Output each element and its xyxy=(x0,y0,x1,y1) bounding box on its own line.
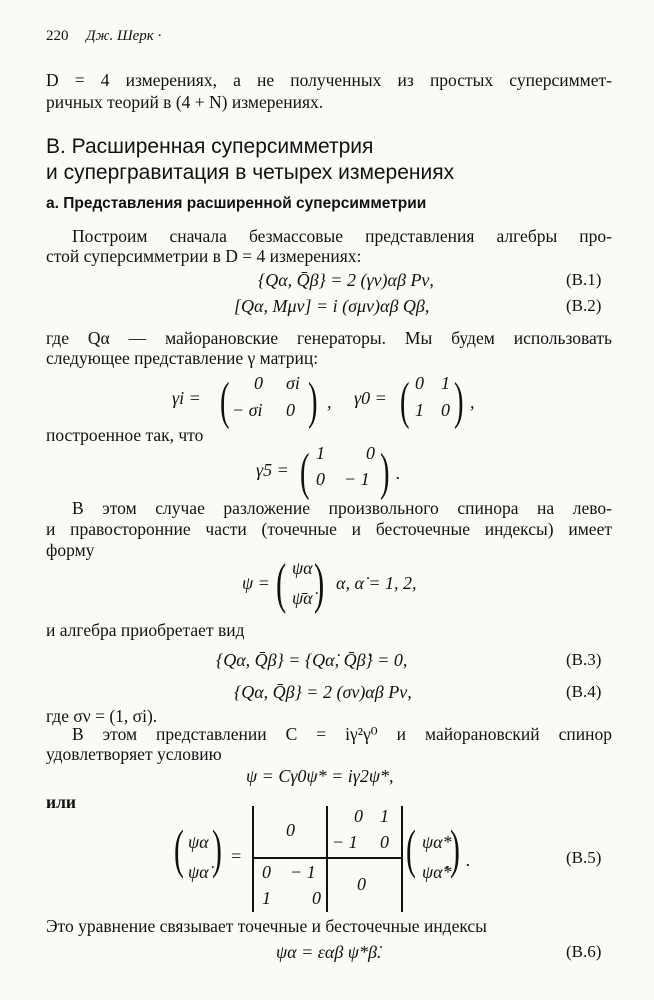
equation-b1: {Qα, Q̄β} = 2 (γν)αβ Pν, xyxy=(258,270,434,290)
b5-matrix-horizontal-divider xyxy=(254,857,401,859)
section-title-line-1: B. Расширенная суперсимметрия xyxy=(46,135,374,158)
b5-lhs-top: ψα xyxy=(188,832,209,852)
b5-matrix-right-bar xyxy=(401,806,403,912)
left-paren-icon: ( xyxy=(174,819,184,879)
paragraph-5: и алгебра приобретает вид xyxy=(46,620,245,640)
left-paren-icon: ( xyxy=(276,553,287,615)
paragraph-1-line-1: Построим сначала безмассовые представления алгебры про- xyxy=(72,226,612,246)
paragraph-6: где σν = (1, σi). xyxy=(46,706,158,726)
paragraph-4-line-2: и правосторонние части (точечные и бесточечные индексы) имеет xyxy=(46,519,612,539)
paragraph-2-line-1: где Qα — майорановские генераторы. Мы будем использовать xyxy=(46,328,612,348)
gamma-i-m22: 0 xyxy=(286,400,295,420)
b5-top-left: 0 xyxy=(286,820,295,840)
gamma-i-m21: − σi xyxy=(232,400,263,420)
gamma-0-end: , xyxy=(470,392,475,412)
gamma-0-lhs: γ0 = xyxy=(354,388,387,408)
equation-b4-label: (B.4) xyxy=(566,682,602,701)
intro-line-1: D = 4 измерениях, а не полученных из простых суперсиммет- xyxy=(46,70,612,90)
gamma-0-m21: 1 xyxy=(415,400,424,420)
gamma-5-m21: 0 xyxy=(316,469,325,489)
equation-b3-label: (B.3) xyxy=(566,650,602,669)
equation-b3: {Qα, Q̄β} = {Qα̇, Q̄β̇} = 0, xyxy=(216,650,408,670)
gamma-i-m12: σi xyxy=(286,373,300,393)
left-paren-icon: ( xyxy=(220,373,230,430)
b5-rhs-bottom: ψα̇* xyxy=(422,862,452,882)
b5-bl-11: 0 xyxy=(262,862,271,882)
gamma-5-m12: 0 xyxy=(366,443,375,463)
b5-matrix-vertical-divider xyxy=(326,806,328,912)
right-paren-icon: ) xyxy=(314,553,325,615)
right-paren-icon: ) xyxy=(212,819,222,879)
b5-matrix-left-bar xyxy=(252,806,254,912)
psi-bottom: ψ̄α̇ xyxy=(292,588,313,608)
equation-b5-label: (B.5) xyxy=(566,848,602,867)
paragraph-8: или xyxy=(46,792,76,812)
equation-b2-label: (B.2) xyxy=(566,296,602,315)
majorana-condition: ψ = Cγ0ψ* = iγ2ψ*, xyxy=(246,766,394,786)
gamma-i-lhs: γi = xyxy=(172,388,201,408)
subsection-title: а. Представления расширенной суперсимметрии xyxy=(46,195,427,212)
equation-b6-label: (B.6) xyxy=(566,942,602,961)
b5-bottom-right: 0 xyxy=(357,874,366,894)
gamma-5-m22: − 1 xyxy=(344,469,370,489)
b5-tr-11: 0 xyxy=(354,806,363,826)
b5-tr-21: − 1 xyxy=(332,832,358,852)
gamma-5-end: . xyxy=(396,463,401,483)
b5-bl-12: − 1 xyxy=(290,862,316,882)
left-paren-icon: ( xyxy=(300,444,310,501)
b5-equals: = xyxy=(230,846,243,866)
gamma-5-lhs: γ5 = xyxy=(256,460,289,480)
right-paren-icon: ) xyxy=(308,373,318,430)
paragraph-3: построенное так, что xyxy=(46,425,204,445)
b5-bl-22: 0 xyxy=(312,888,321,908)
equation-b4: {Qα, Q̄β} = 2 (σν)αβ Pν, xyxy=(234,682,412,702)
gamma-0-m12: 1 xyxy=(441,373,450,393)
b5-bl-21: 1 xyxy=(262,888,271,908)
psi-tail: α, α̇ = 1, 2, xyxy=(336,573,417,593)
paragraph-7-line-2: удовлетворяет условию xyxy=(46,744,222,764)
paragraph-4-line-3: форму xyxy=(46,540,95,560)
gamma-0-m11: 0 xyxy=(415,373,424,393)
b5-rhs-top: ψα* xyxy=(422,832,452,852)
b5-end: . xyxy=(466,850,471,870)
left-paren-icon: ( xyxy=(406,819,416,879)
paragraph-1-line-2: стой суперсимметрии в D = 4 измерениях: xyxy=(46,246,362,266)
left-paren-icon: ( xyxy=(400,373,410,430)
intro-line-2: ричных теорий в (4 + N) измерениях. xyxy=(46,92,324,112)
equation-b2: [Qα, Mμν] = i (σμν)αβ Qβ, xyxy=(234,296,430,316)
paragraph-2-line-2: следующее представление γ матриц: xyxy=(46,348,319,368)
paragraph-4-line-1: В этом случае разложение произвольного спинора на лево- xyxy=(72,498,612,518)
equation-b1-label: (B.1) xyxy=(566,270,602,289)
gamma-i-m11: 0 xyxy=(254,373,263,393)
gamma-5-m11: 1 xyxy=(316,443,325,463)
running-title: Дж. Шерк · xyxy=(86,28,162,44)
page-number: 220 xyxy=(46,28,69,44)
right-paren-icon: ) xyxy=(450,819,460,879)
b5-lhs-bottom: ψα̇ xyxy=(188,862,209,882)
paragraph-7-line-1: В этом представлении C = iγ²γ⁰ и майорановский спинор xyxy=(72,724,612,744)
section-title-line-2: и супергравитация в четырех измерениях xyxy=(46,161,455,184)
right-paren-icon: ) xyxy=(380,444,390,501)
b5-tr-22: 0 xyxy=(380,832,389,852)
paragraph-9: Это уравнение связывает точечные и бесточечные индексы xyxy=(46,916,487,936)
psi-lhs: ψ = xyxy=(242,573,270,593)
equation-b6: ψα = εαβ ψ*β̇. xyxy=(276,942,382,962)
psi-top: ψα xyxy=(292,558,313,578)
gamma-0-m22: 0 xyxy=(441,400,450,420)
right-paren-icon: ) xyxy=(454,373,464,430)
gamma-i-end: , xyxy=(327,392,332,412)
b5-tr-12: 1 xyxy=(380,806,389,826)
